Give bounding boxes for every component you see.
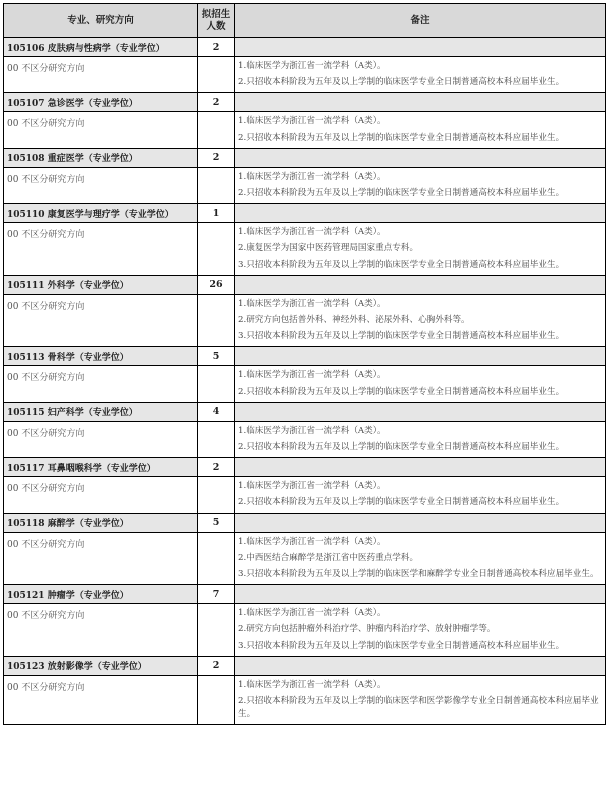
research-direction: 00 不区分研究方向 <box>4 57 198 93</box>
major-row <box>4 585 606 604</box>
major-title: 麻醉学（专业学位） <box>47 519 129 530</box>
note-line: 1.临床医学为浙江省一流学科（A类）。 <box>238 679 386 690</box>
enrollment-count: 2 <box>198 93 235 112</box>
major-row <box>4 38 606 57</box>
major-notes-empty <box>235 656 606 675</box>
admissions-table-page <box>3 3 605 807</box>
direction-row <box>4 421 606 457</box>
major-code: 105118 <box>7 519 45 530</box>
direction-row <box>4 167 606 203</box>
major-row <box>4 656 606 675</box>
major-code: 105107 <box>7 98 45 109</box>
enrollment-count: 2 <box>198 148 235 167</box>
note-line: 1.临床医学为浙江省一流学科（A类）。 <box>238 608 386 619</box>
notes-cell <box>235 223 606 276</box>
note-line: 1.临床医学为浙江省一流学科（A类）。 <box>238 481 386 492</box>
direction-count-empty <box>198 477 235 513</box>
major-row <box>4 347 606 366</box>
note-line: 3.只招收本科阶段为五年及以上学制的临床医学专业全日制普通高校本科应届毕业生。 <box>238 640 565 651</box>
major-code: 105113 <box>7 352 45 363</box>
direction-count-empty <box>198 167 235 203</box>
major-row <box>4 275 606 294</box>
major-row <box>4 148 606 167</box>
direction-count-empty <box>198 604 235 657</box>
direction-row <box>4 532 606 585</box>
major-name <box>4 513 198 532</box>
header-notes: 备注 <box>235 4 606 38</box>
major-name <box>4 656 198 675</box>
major-name <box>4 38 198 57</box>
note-line: 1.临床医学为浙江省一流学科（A类）。 <box>238 370 386 381</box>
major-code: 105106 <box>7 43 45 54</box>
major-notes-empty <box>235 513 606 532</box>
major-name <box>4 148 198 167</box>
enrollment-count: 5 <box>198 347 235 366</box>
notes-cell <box>235 604 606 657</box>
direction-row <box>4 294 606 347</box>
major-name <box>4 204 198 223</box>
direction-row <box>4 604 606 657</box>
direction-row <box>4 366 606 402</box>
direction-count-empty <box>198 421 235 457</box>
enrollment-count: 5 <box>198 513 235 532</box>
direction-row <box>4 112 606 148</box>
notes-cell <box>235 532 606 585</box>
major-code: 105110 <box>7 209 45 220</box>
research-direction: 00 不区分研究方向 <box>4 421 198 457</box>
major-name <box>4 275 198 294</box>
major-name <box>4 458 198 477</box>
major-code: 105117 <box>7 463 45 474</box>
major-name <box>4 585 198 604</box>
direction-count-empty <box>198 675 235 725</box>
note-line: 2.康复医学为国家中医药管理局国家重点专科。 <box>238 243 419 254</box>
major-row <box>4 204 606 223</box>
major-code: 105121 <box>7 590 45 601</box>
major-name <box>4 402 198 421</box>
note-line: 2.只招收本科阶段为五年及以上学制的临床医学专业全日制普通高校本科应届毕业生。 <box>238 442 565 453</box>
notes-cell <box>235 57 606 93</box>
major-title: 急诊医学（专业学位） <box>47 98 138 109</box>
major-notes-empty <box>235 402 606 421</box>
major-title: 皮肤病与性病学（专业学位） <box>47 43 165 54</box>
major-title: 康复医学与理疗学（专业学位） <box>47 209 174 220</box>
research-direction: 00 不区分研究方向 <box>4 366 198 402</box>
enrollment-count: 4 <box>198 402 235 421</box>
enrollment-count: 7 <box>198 585 235 604</box>
admissions-table <box>3 3 606 725</box>
header-count: 拟招生人数 <box>198 4 235 38</box>
note-line: 3.只招收本科阶段为五年及以上学制的临床医学专业全日制普通高校本科应届毕业生。 <box>238 331 565 342</box>
note-line: 2.只招收本科阶段为五年及以上学制的临床医学专业全日制普通高校本科应届毕业生。 <box>238 188 565 199</box>
major-name <box>4 347 198 366</box>
research-direction: 00 不区分研究方向 <box>4 167 198 203</box>
note-line: 3.只招收本科阶段为五年及以上学制的临床医学专业全日制普通高校本科应届毕业生。 <box>238 259 565 270</box>
major-notes-empty <box>235 458 606 477</box>
research-direction: 00 不区分研究方向 <box>4 477 198 513</box>
direction-count-empty <box>198 366 235 402</box>
notes-cell <box>235 675 606 725</box>
note-line: 1.临床医学为浙江省一流学科（A类）。 <box>238 425 386 436</box>
research-direction: 00 不区分研究方向 <box>4 223 198 276</box>
enrollment-count: 1 <box>198 204 235 223</box>
major-row <box>4 93 606 112</box>
major-code: 105115 <box>7 408 45 419</box>
direction-count-empty <box>198 57 235 93</box>
note-line: 1.临床医学为浙江省一流学科（A类）。 <box>238 298 386 309</box>
major-notes-empty <box>235 93 606 112</box>
major-notes-empty <box>235 275 606 294</box>
direction-count-empty <box>198 223 235 276</box>
major-row <box>4 513 606 532</box>
major-title: 重症医学（专业学位） <box>47 154 138 165</box>
notes-cell <box>235 421 606 457</box>
note-line: 1.临床医学为浙江省一流学科（A类）。 <box>238 61 386 71</box>
note-line: 2.只招收本科阶段为五年及以上学制的临床医学专业全日制普通高校本科应届毕业生。 <box>238 132 565 143</box>
notes-cell <box>235 477 606 513</box>
direction-count-empty <box>198 294 235 347</box>
notes-cell <box>235 167 606 203</box>
note-line: 2.只招收本科阶段为五年及以上学制的临床医学专业全日制普通高校本科应届毕业生。 <box>238 77 565 88</box>
research-direction: 00 不区分研究方向 <box>4 604 198 657</box>
major-row <box>4 458 606 477</box>
major-notes-empty <box>235 585 606 604</box>
note-line: 3.只招收本科阶段为五年及以上学制的临床医学和麻醉学专业全日制普通高校本科应届毕业生。 <box>238 569 599 580</box>
note-line: 2.只招收本科阶段为五年及以上学制的临床医学专业全日制普通高校本科应届毕业生。 <box>238 497 565 508</box>
enrollment-count: 26 <box>198 275 235 294</box>
major-notes-empty <box>235 148 606 167</box>
notes-cell <box>235 112 606 148</box>
table-header-row <box>4 4 606 38</box>
notes-cell <box>235 366 606 402</box>
major-notes-empty <box>235 204 606 223</box>
major-row <box>4 402 606 421</box>
research-direction: 00 不区分研究方向 <box>4 112 198 148</box>
major-title: 骨科学（专业学位） <box>47 352 129 363</box>
major-code: 105108 <box>7 154 45 165</box>
enrollment-count: 2 <box>198 458 235 477</box>
note-line: 2.研究方向包括普外科、神经外科、泌尿外科、心胸外科等。 <box>238 315 470 326</box>
major-title: 妇产科学（专业学位） <box>47 408 138 419</box>
major-notes-empty <box>235 347 606 366</box>
major-title: 耳鼻咽喉科学（专业学位） <box>47 463 156 474</box>
research-direction: 00 不区分研究方向 <box>4 294 198 347</box>
note-line: 1.临床医学为浙江省一流学科（A类）。 <box>238 116 386 127</box>
major-notes-empty <box>235 38 606 57</box>
notes-cell <box>235 294 606 347</box>
note-line: 2.只招收本科阶段为五年及以上学制的临床医学和医学影像学专业全日制普通高校本科应届毕业生。 <box>238 696 599 720</box>
major-title: 肿瘤学（专业学位） <box>47 590 129 601</box>
research-direction: 00 不区分研究方向 <box>4 675 198 725</box>
major-title: 外科学（专业学位） <box>47 281 129 292</box>
note-line: 1.临床医学为浙江省一流学科（A类）。 <box>238 171 386 182</box>
table-body <box>4 38 606 725</box>
header-major: 专业、研究方向 <box>4 4 198 38</box>
direction-count-empty <box>198 532 235 585</box>
major-name <box>4 93 198 112</box>
note-line: 2.研究方向包括肿瘤外科治疗学、肿瘤内科治疗学、放射肿瘤学等。 <box>238 624 496 635</box>
enrollment-count: 2 <box>198 656 235 675</box>
major-code: 105111 <box>7 281 45 292</box>
direction-row <box>4 223 606 276</box>
major-title: 放射影像学（专业学位） <box>47 662 147 673</box>
enrollment-count: 2 <box>198 38 235 57</box>
note-line: 2.只招收本科阶段为五年及以上学制的临床医学专业全日制普通高校本科应届毕业生。 <box>238 386 565 397</box>
research-direction: 00 不区分研究方向 <box>4 532 198 585</box>
note-line: 1.临床医学为浙江省一流学科（A类）。 <box>238 536 386 547</box>
direction-row <box>4 675 606 725</box>
note-line: 1.临床医学为浙江省一流学科（A类）。 <box>238 227 386 238</box>
major-code: 105123 <box>7 662 45 673</box>
direction-count-empty <box>198 112 235 148</box>
direction-row <box>4 57 606 93</box>
note-line: 2.中西医结合麻醉学是浙江省中医药重点学科。 <box>238 552 419 563</box>
direction-row <box>4 477 606 513</box>
